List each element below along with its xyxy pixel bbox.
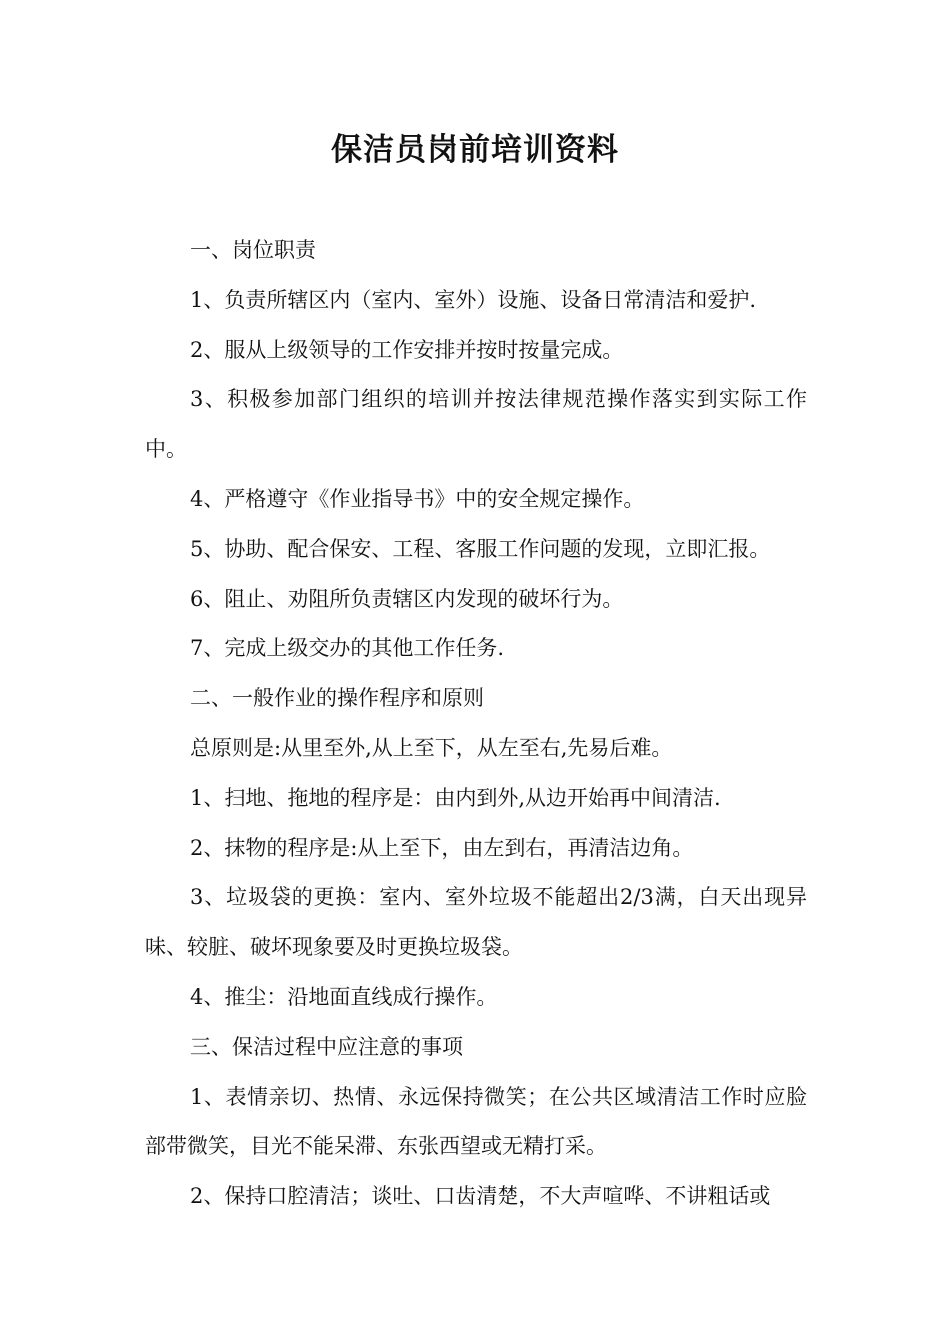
paragraph: 6、阻止、劝阻所负责辖区内发现的破坏行为。 [190,586,624,611]
paragraph: 2、服从上级领导的工作安排并按时按量完成。 [190,337,624,362]
paragraph: 2、保持口腔清洁；谈吐、口齿清楚，不大声喧哗、不讲粗话或 [190,1184,771,1209]
section-heading-procedures: 二、一般作业的操作程序和原则 [190,686,484,711]
paragraph: 总原则是:从里至外,从上至下，从左至右,先易后难。 [190,735,673,760]
paragraph: 1、扫地、拖地的程序是：由内到外,从边开始再中间清洁. [190,785,721,810]
paragraph: 1、表情亲切、热情、永远保持微笑；在公共区域清洁工作时应脸部带微笑，目光不能呆滞、东张西望或无精打采。 [145,1084,807,1159]
paragraph: 3、垃圾袋的更换：室内、室外垃圾不能超出2/3满，白天出现异味、较脏、破坏现象要及时更换垃圾袋。 [145,885,807,960]
paragraph: 4、推尘：沿地面直线成行操作。 [190,984,498,1009]
section-heading-duties: 一、岗位职责 [190,238,316,262]
document-title: 保洁员岗前培训资料 [331,132,619,168]
paragraph: 4、严格遵守《作业指导书》中的安全规定操作。 [190,486,645,511]
document-body [145,226,807,1222]
paragraph: 1、负责所辖区内（室内、室外）设施、设备日常清洁和爱护. [190,287,757,312]
section-heading-precautions: 三、保洁过程中应注意的事项 [190,1034,463,1059]
paragraph: 2、抹物的程序是:从上至下，由左到右，再清洁边角。 [190,835,694,860]
paragraph: 3、积极参加部门组织的培训并按法律规范操作落实到实际工作中。 [145,387,807,462]
paragraph: 5、协助、配合保安、工程、客服工作问题的发现，立即汇报。 [190,536,771,561]
paragraph: 7、完成上级交办的其他工作任务. [190,636,505,661]
